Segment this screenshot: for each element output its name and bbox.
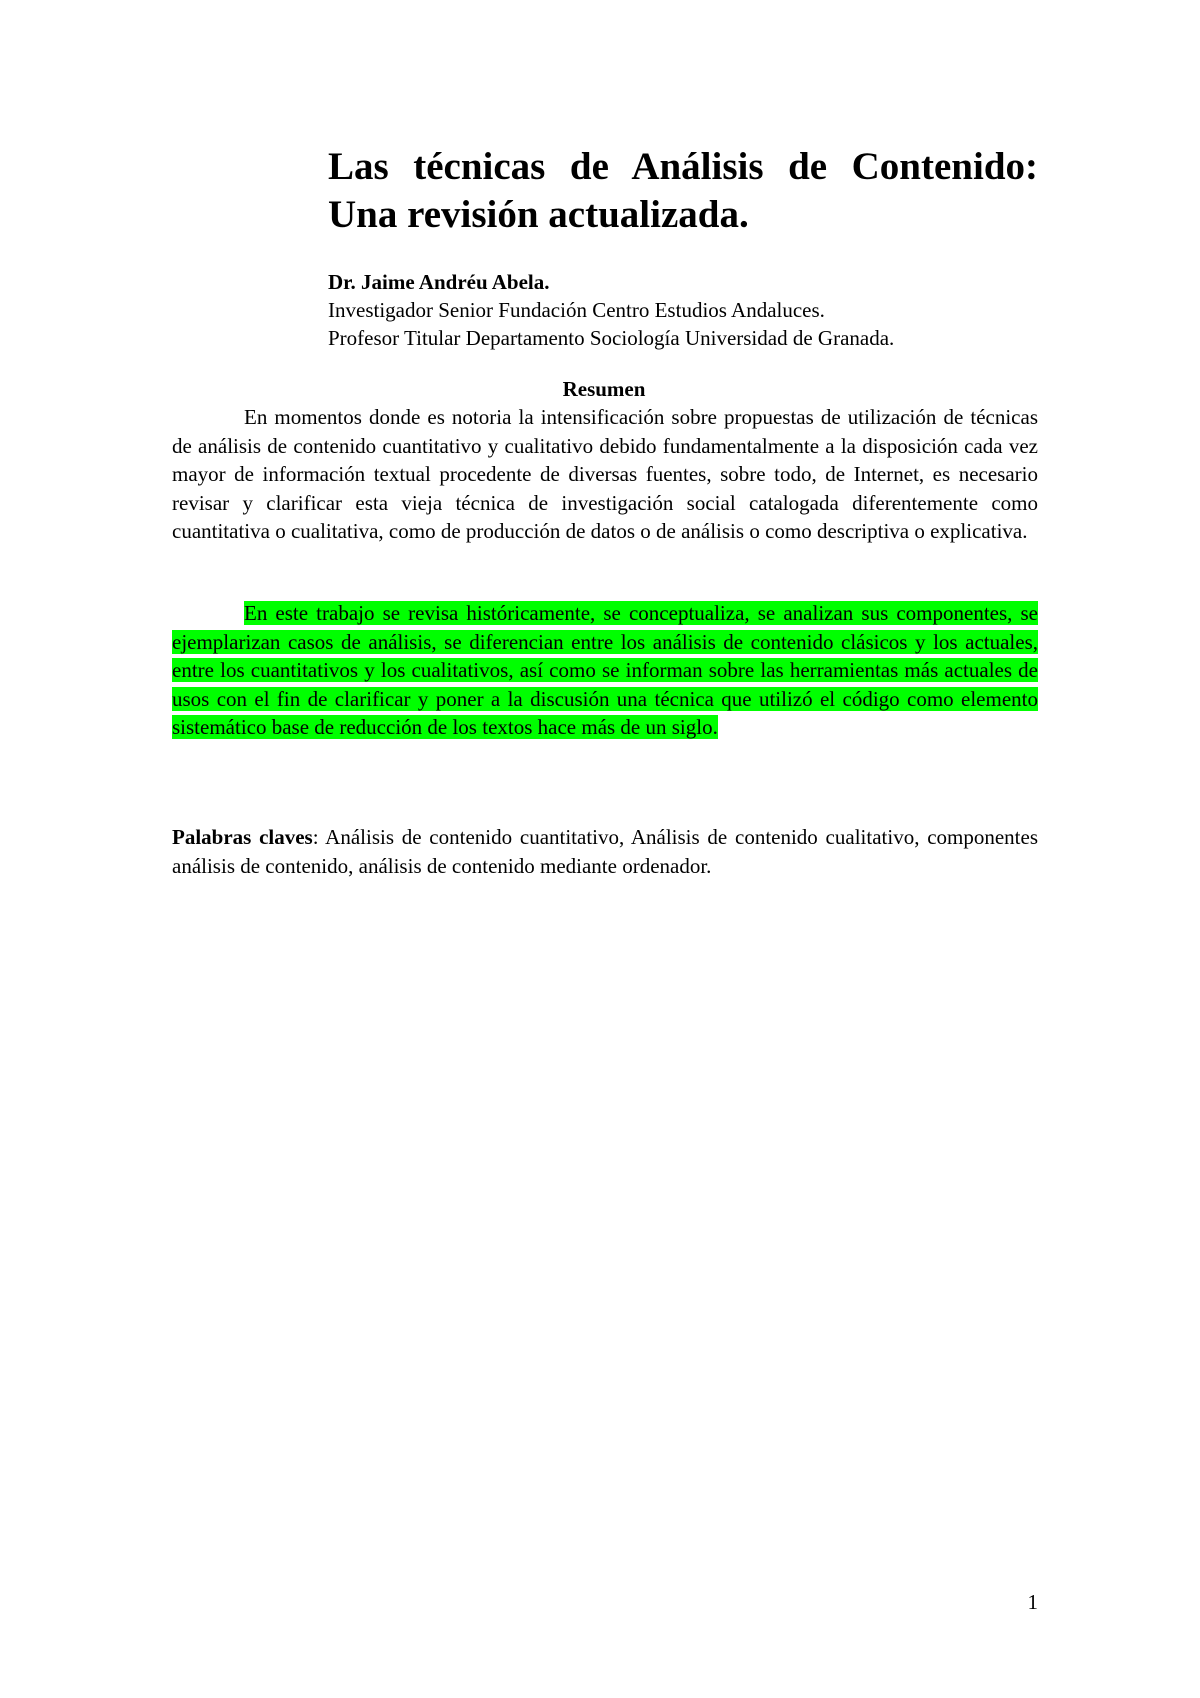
author-block <box>328 268 1038 352</box>
abstract-paragraph-1: En momentos donde es notoria la intensificación sobre propuestas de utilización de técnicas de análisis de contenido cuantitativo y cualitativo debido fundamentalmente a la disposición cada vez mayor de información textual procedente de diversas fuentes, sobre todo, de Internet, es necesario revisar y clarificar esta vieja técnica de investigación social catalogada diferentemente como cuantitativa o cualitativa, como de producción de datos o de análisis o como descriptiva o explicativa. <box>172 405 1038 544</box>
document-title <box>328 143 1038 239</box>
abstract-heading: Resumen <box>562 377 646 401</box>
author-name: Dr. Jaime Andréu Abela. <box>328 270 550 294</box>
keywords-text: : Análisis de contenido cuantitativo, Análisis de contenido cualitativo, componentes análisis de contenido, análisis de contenido mediante ordenador. <box>172 825 1038 878</box>
author-affiliation-2: Profesor Titular Departamento Sociología Universidad de Granada. <box>328 326 895 350</box>
title-line-1: Las técnicas de Análisis de Contenido: <box>328 145 1038 188</box>
title-line-2: Una revisión actualizada. <box>328 193 749 236</box>
keywords <box>172 823 1038 881</box>
highlighted-text: En este trabajo se revisa históricamente, se conceptualiza, se analizan sus componentes, se ejemplarizan casos de análisis, se diferencian entre los análisis de contenido clásicos y los actuales, entre los cuantitativos y los cualitativos, así como se informan sobre las herramientas más actuales de usos con el fin de clarificar y poner a la discusión una técnica que utilizó el código como elemento sistemático base de reducción de los textos hace más de un siglo. <box>172 601 1038 740</box>
abstract-paragraph-2 <box>172 599 1038 742</box>
keywords-label: Palabras claves <box>172 825 313 849</box>
author-affiliation-1: Investigador Senior Fundación Centro Estudios Andaluces. <box>328 298 825 322</box>
page-number: 1 <box>1027 1590 1038 1614</box>
